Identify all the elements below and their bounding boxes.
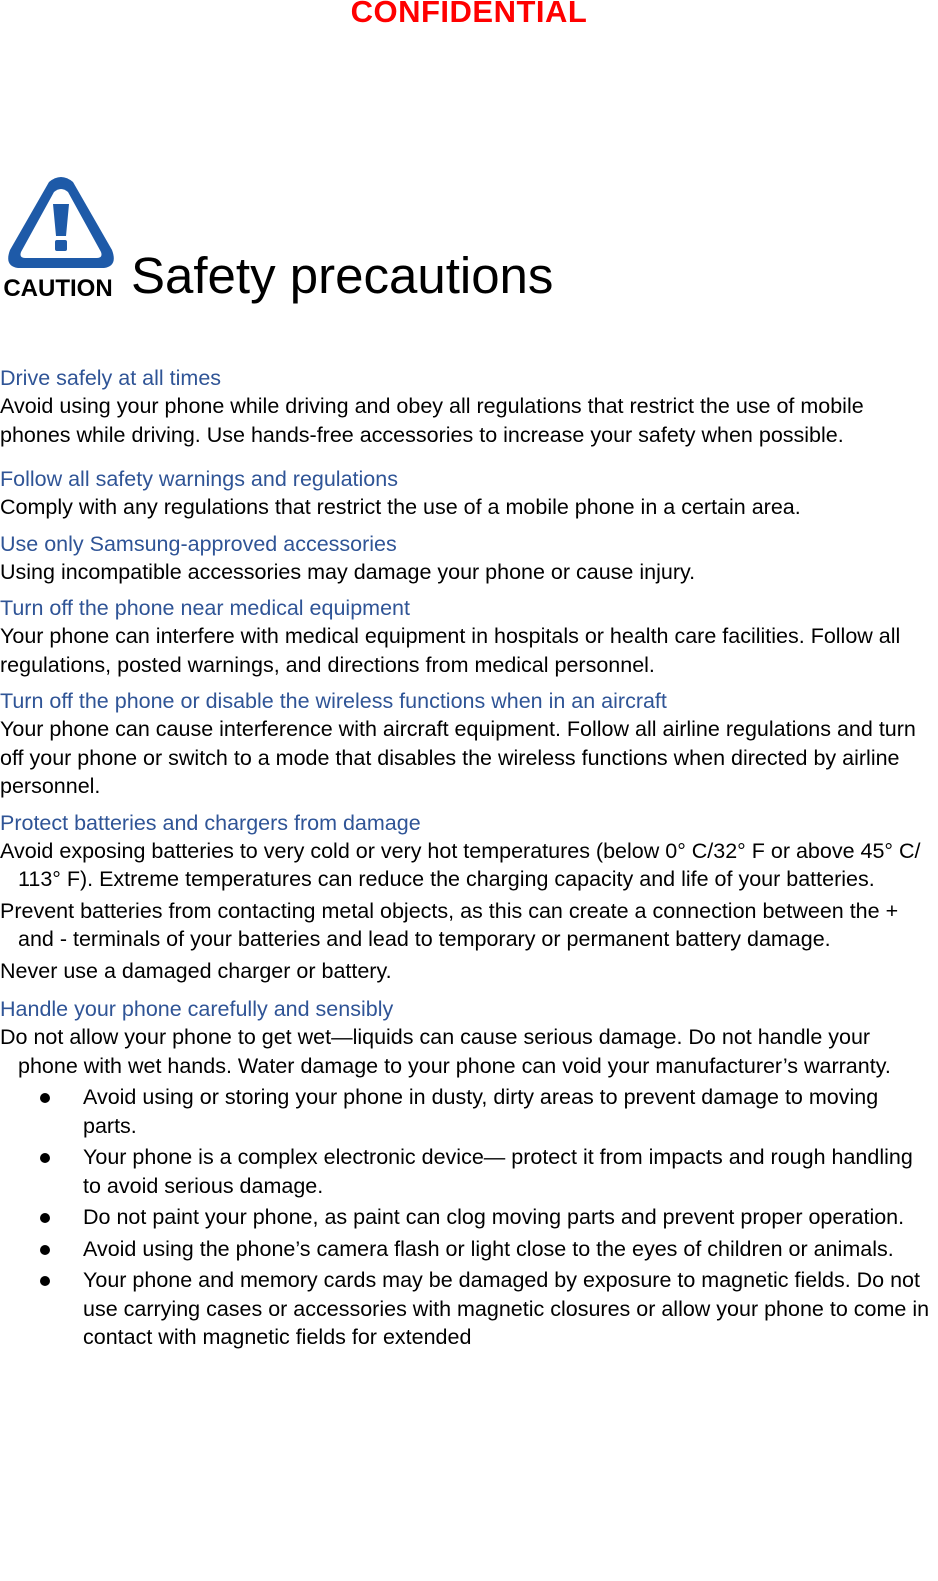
caution-label: CAUTION bbox=[3, 275, 113, 300]
section-text: Avoid using your phone while driving and obey all regulations that restrict the use of mobile phones while driving. Use hands-free accessories to increase your safety when possible. bbox=[0, 394, 864, 447]
section-aircraft bbox=[0, 687, 935, 801]
section-text: Comply with any regulations that restrict the use of a mobile phone in a certain area. bbox=[0, 495, 801, 519]
page-title: Safety precautions bbox=[131, 247, 554, 304]
section-heading: Use only Samsung-approved accessories bbox=[0, 531, 397, 556]
bullet-icon bbox=[40, 1276, 50, 1286]
section-heading: Drive safely at all times bbox=[0, 366, 222, 390]
list-item-text: Avoid using or storing your phone in dusty, dirty areas to prevent damage to moving parts. bbox=[83, 1085, 879, 1138]
section-batteries bbox=[0, 809, 935, 986]
section-text: Your phone can cause interference with aircraft equipment. Follow all airline regulations and turn off your phone or switch to a mode that disables the wireless functions when directed by airline personnel. bbox=[0, 717, 916, 798]
list-item-text: Your phone is a complex electronic device— protect it from impacts and rough handling to avoid serious damage. bbox=[83, 1145, 913, 1198]
bullet-icon bbox=[40, 1245, 50, 1255]
list-item bbox=[0, 1266, 935, 1352]
bullet-icon bbox=[40, 1213, 50, 1223]
section-text: Do not allow your phone to get wet—liquids can cause serious damage. Do not handle your phone with wet hands. Water damage to your phone can void your manufacturer’s warranty. bbox=[0, 1025, 891, 1078]
section-text: Using incompatible accessories may damage your phone or cause injury. bbox=[0, 559, 696, 584]
list-item-text: Your phone and memory cards may be damaged by exposure to magnetic fields. Do not use carrying cases or accessories with magnetic closures or allow your phone to come in contact with magnetic fields for extended bbox=[83, 1268, 930, 1349]
section-approved-accessories bbox=[0, 530, 935, 587]
section-heading: Follow all safety warnings and regulations bbox=[0, 467, 398, 491]
list-item-text: Avoid using the phone’s camera flash or light close to the eyes of children or animals. bbox=[83, 1236, 894, 1261]
list-item bbox=[0, 1235, 935, 1264]
section-text: Prevent batteries from contacting metal objects, as this can create a connection between the + and - terminals of your batteries and lead to temporary or permanent battery damage. bbox=[0, 898, 899, 951]
bullet-icon bbox=[40, 1093, 50, 1103]
list-item-text: Do not paint your phone, as paint can clog moving parts and prevent proper operation. bbox=[83, 1205, 905, 1229]
confidential-watermark: CONFIDENTIAL bbox=[350, 0, 588, 29]
handling-bullet-list bbox=[0, 1083, 935, 1352]
section-heading: Turn off the phone or disable the wireless functions when in an aircraft bbox=[0, 689, 667, 713]
section-heading: Protect batteries and chargers from damage bbox=[0, 810, 421, 835]
section-text: Never use a damaged charger or battery. bbox=[0, 958, 392, 983]
list-item bbox=[0, 1143, 935, 1200]
list-item bbox=[0, 1203, 935, 1232]
section-safety-warnings bbox=[0, 465, 935, 522]
content bbox=[0, 364, 935, 1355]
bullet-icon bbox=[40, 1153, 50, 1163]
section-drive-safely bbox=[0, 364, 935, 449]
section-text: Your phone can interfere with medical equipment in hospitals or health care facilities. Follow all regulations, posted warnings, and directions from medical personnel. bbox=[0, 624, 901, 677]
section-heading: Turn off the phone near medical equipment bbox=[0, 596, 410, 620]
section-text: Avoid exposing batteries to very cold or very hot temperatures (below 0° C/32° F or above 45° C/ 113° F). Extreme temperatures can reduce the charging capacity and life of your batteries. bbox=[0, 838, 921, 891]
section-medical-equipment bbox=[0, 594, 935, 679]
caution-icon bbox=[0, 174, 122, 300]
list-item bbox=[0, 1083, 935, 1140]
section-handle-carefully bbox=[0, 995, 935, 1352]
section-heading: Handle your phone carefully and sensibly bbox=[0, 997, 394, 1021]
